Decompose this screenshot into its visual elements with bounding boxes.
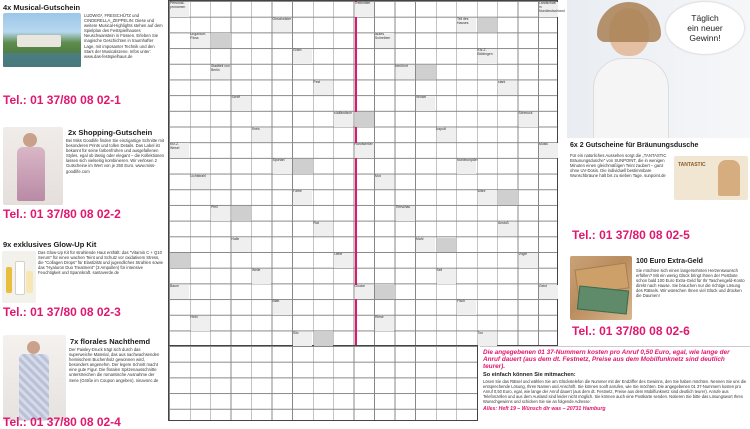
clue-cell: Ton [478,332,497,347]
prize-5 [570,142,750,240]
clue-cell: Rat [314,222,333,237]
clue-cell: Winkel [416,96,435,111]
clue-cell: lautes Schreiben [375,33,394,48]
shaded-cell [293,159,313,174]
prize-5-phone: Tel.: 01 37/80 08 02-5 [572,228,690,242]
clue-cell: Farbe [293,190,312,205]
nightgown-photo [3,335,66,421]
clue-cell: Tierschau [396,206,415,221]
shaded-cell [314,332,334,347]
shaded-cell [498,190,518,205]
prize-1-text: LUDWIG², FREISCHÜTZ und CINDERELLA_ZEPPELIN: Diese und weitere Musical-Highlights stehen auf dem Spielplan des Festspielhauses Neuschwanstein in Füssen. Erleben Sie magische Geschichten in traumhafter Lage, mit imposanter Technik und den Stars der Musicalszene. Infos unter: www.das-festspielhaus.de [84,13,163,59]
prize-3-title: 9x exklusives Glow-Up Kit [3,240,97,249]
left-prize-column [0,0,165,429]
prize-1-title: 4x Musical-Gutschein [3,3,81,12]
prize-4-title: 7x florales Nachthemd [70,337,151,346]
cost-notice: Die angegebenen 01 37-Nummern kosten pro Anruf 0,50 Euro, egal, wie lange der Anruf dauert (aus dem dt. Festnetz, Preise aus dem Mobilfunknetz sind deutlich teurer). [483,349,730,370]
clue-cell: Blatt [273,300,292,315]
clue-cell: Fisch [457,300,476,315]
clue-cell: Pfeil [211,206,230,221]
clue-cell: Liebe [334,253,353,268]
prize-3 [0,237,165,329]
clue-cell: Teil des Hauses [457,18,476,33]
clue-cell: Sportart [273,159,292,174]
clue-cell: Kfz-Z. Böblingen [478,49,497,64]
clue-cell: Personal-pronomen [170,2,189,17]
clue-cell: Schiff [232,96,251,111]
clue-cell: Anstoß [498,222,517,237]
clue-cell: Lichtstrahl [191,175,210,190]
tantastic-photo [674,156,748,200]
banknote-photo [570,256,632,320]
clue-cell: Kreis [252,128,271,143]
shaded-cell [232,206,252,221]
prize-5-title: 6x 2 Gutscheine für Bräunungsdusche [570,142,699,149]
clue-cell: Seil [437,269,456,284]
clue-cell: Halle [232,238,251,253]
shaded-cell [355,112,375,127]
clue-cell: Held [191,316,210,331]
shaded-cell [478,18,498,33]
clue-cell: Musik [539,143,558,158]
bubble-line-1: Täglich [691,13,719,23]
prize-2 [0,125,165,233]
crossword-grid [168,0,565,346]
clue-cell: Treibmittel [355,2,374,17]
clue-cell: Schmuck [519,112,538,127]
clue-cell: stark [498,81,517,96]
participation-info [480,346,750,422]
prize-4-text: Der Paisley-Druck trägt sich durch das superweiche Material, das aus nachwachsenden heimischem Buchenholz gewonnen wird, besonders angenehm. Der legere Schnitt macht eine gute Figur. Die floralen Spitzenausschnitte unterstreichen die romantische Ausnahme der Serie (Größe im Coupon angeben). ninavonc.de [69,347,160,383]
clue-cell: Gram [293,49,312,64]
dress-photo [3,127,63,205]
shaded-cell [437,238,457,253]
clue-cell: Landschaft in Norddeutschland [539,2,558,17]
prize-6-phone: Tel.: 01 37/80 08 02-6 [572,324,690,338]
glow-up-kit-photo [2,251,36,303]
prize-6 [570,254,750,346]
prize-3-phone: Tel.: 01 37/80 08 02-3 [3,305,121,319]
clue-cell: Fest [314,81,333,96]
clue-cell: Geist [539,285,558,300]
clue-cell: Riese [375,316,394,331]
daily-win-bubble [666,2,744,54]
clue-cell: Vogel [519,253,538,268]
prize-1-phone: Tel.: 01 37/80 08 02-1 [3,93,121,107]
prize-2-title: 2x Shopping-Gutschein [68,128,153,137]
shaded-cell [375,285,395,300]
clue-cell: Handwerker [355,143,374,158]
festspielhaus-photo [3,13,81,67]
prize-5-text: Für ein natürliches Aussehen sorgt die „TANTASTIC Bräunungsdusche" von SUNPOINT, die in wenigen Minuten einen gleichmäßigen Teint zaubert – ganz ohne UV-Dosis. Die individuell bestimmbare Wunschbräune hält bis zu sieben Tage. sunpoint.de [570,153,667,179]
how-to-heading: So einfach können Sie mitmachen: [483,372,576,378]
clue-cell: Mahl [416,238,435,253]
prize-2-text: Bei Miss Goodlife finden Sie einzigartige Schnitte mit besonderen Prints und tollen Details. Das Label ist bekannt für seine farbenfrohen und ausgefallenen Styles, egal ob lässig oder elegant – die Kollektionen lassen sich vielseitig kombinieren. Wir verlosen 2 Gutscheine im Wert von je 250 Euro. www.miss-goodlife.com [66,138,165,174]
shaded-cell [170,253,190,268]
clue-cell: südländisch [334,112,353,127]
bubble-line-3: Gewinn! [689,33,721,43]
shaded-cell [416,65,436,80]
prize-4-phone: Tel.: 01 37/80 08 02-4 [3,415,121,429]
prize-1 [0,0,165,110]
clue-cell: Baum [170,285,189,300]
postal-address: Alles: Heft 19 – Wünsch dir was – 20731 Hamburg [483,406,606,412]
clue-cell: berühmt [396,65,415,80]
prize-6-title: 100 Euro Extra-Geld [636,258,703,265]
clue-cell: Geschwister [273,18,292,33]
bubble-line-2: ein neuer [687,23,723,33]
crossword-grid-lower [168,346,478,421]
shaded-cell [211,33,231,48]
clue-cell: Mut [375,175,394,190]
clue-cell: Stadtteil von Berlin [211,65,230,80]
prize-6-text: Sie möchten sich einen langersehnten Herzenswunsch erfüllen? Mit ein wenig Glück bringt Ihnen der Postbote schon bald 100 Euro Extra-Geld für Ihr Taschengeld-Konto direkt nach Hause. Sie brauchen nur die richtige Lösung des Rätsels. Wir wünschen Ihnen viel Glück und drücken die Daumen! [636,268,745,299]
tantastic-label: TANTASTIC [678,162,706,168]
clue-cell: Welle [252,269,271,284]
clue-cell: Ware [478,190,497,205]
clue-cell: Sitz [293,332,312,347]
how-to-text: Lösen Sie das Rätsel und wählen Sie am Glückstelefon die Nummer mit der Endziffer des Gewinns, den Sie haben möchten. Nennen Sie uns die entsprechende Lösung, Ihren Namen und Anschrift. Sie können sooft anrufen, wie Sie möchten. Die angegebenen 01 37-Nummern kosten pro Anruf 0,50 Euro, egal, wie lange der Anruf dauert (aus dem dt. Festnetz, Preise aus dem Mobilfunknetz sind deutlich teurer). Anrufe aus Telefonzellen und aus dem Ausland sind leider nicht möglich. Sie können auch eine Postkarte senden. Notieren Sie bitte das Lösungswort Ihres Wunschgewinns und schicken Sie sie an folgende Adresse: [483,379,747,404]
clue-cell: Glocke [355,285,374,300]
clue-cell: Nordeuropäer [457,159,476,174]
clue-cell: Kfz-Z. Wesel [170,143,189,158]
prize-4 [0,333,165,429]
prize-3-text: Das Glow-Up Kit für strahlende Haut enthält: das "Vitamin C + Q10 Serum" für einen wachen Teint und Schutz vor oxidativem Stress, die "Collagen Drops" für Elastizität und jugendliches Strahlen sowie das "Hyaluron Duo Treatment" (3 Ampullen) für intensive Feuchtigkeit und Spannkraft. santaverde.de [38,250,163,276]
prize-2-phone: Tel.: 01 37/80 08 02-2 [3,207,121,221]
clue-cell: kaputt [437,128,456,143]
clue-cell: ungarisch: Fluss [191,33,210,48]
